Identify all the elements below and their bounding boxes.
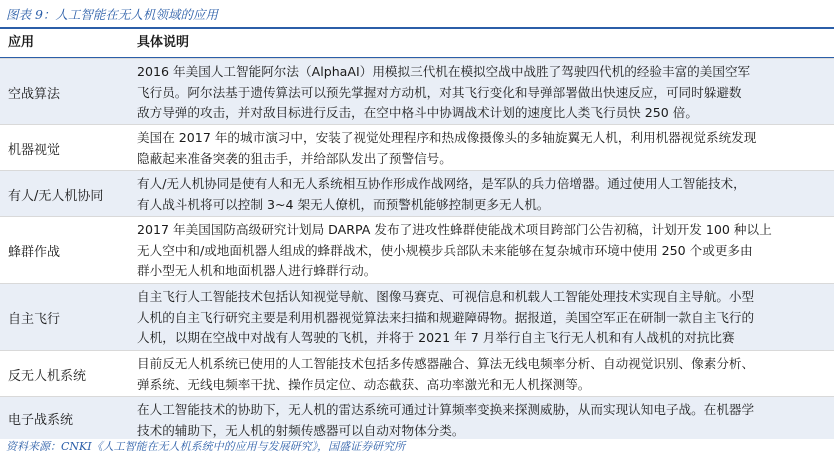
- top-rule: [0, 27, 834, 29]
- description-line: 弹系统、无线电频率干扰、操作员定位、动态截获、高功率激光和无人机探测等。: [137, 376, 591, 392]
- description-line: 隐蔽起来准备突袭的狙击手，并给部队发出了预警信号。: [137, 150, 452, 166]
- row-description: [137, 400, 834, 441]
- table-row: [0, 124, 834, 171]
- row-application: 反无人机系统: [8, 368, 87, 384]
- description-line: 敌方导弹的攻击，并对敌目标进行反击，在空中格斗中协调战术计划的速度比人类飞行员快 250 倍。: [137, 105, 698, 120]
- description-line: 自主飞行人工智能技术包括认知视觉导航、图像马赛克、可视信息和机载人工智能处理技术实现自主导航。小型: [137, 289, 755, 304]
- description-line: 在人工智能技术的协助下，无人机的雷达系统可通过计算频率变换来探测威胁，从而实现认知电子战。在机器学: [137, 402, 755, 417]
- row-description: [137, 62, 834, 124]
- source-note: 资料来源：CNKI《人工智能在无人机系统中的应用与发展研究》，国盛证券研究所: [6, 440, 406, 453]
- description-line: 技术的辅助下，无人机的射频传感器可以自动对物体分类。: [137, 422, 465, 438]
- table-row: [0, 170, 834, 217]
- row-description: [137, 174, 834, 215]
- description-line: 有人/无人机协同是使有人和无人系统相互协作形成作战网络，是军队的兵力倍增器。通过使用人工智能技术，: [137, 176, 746, 191]
- row-description: [137, 220, 834, 282]
- description-line: 人机的自主飞行研究主要是利用机器视觉算法来扫描和规避障碍物。据报道，美国空军正在研制一款自主飞行的: [137, 309, 755, 325]
- table-row: [0, 350, 834, 397]
- table-row: [0, 396, 834, 439]
- table-row: [0, 58, 834, 125]
- row-description: [137, 354, 834, 395]
- description-line: 目前反无人机系统已使用的人工智能技术包括多传感器融合、算法无线电频率分析、自动视觉识别、像素分析、: [137, 356, 755, 371]
- table-row: [0, 216, 834, 284]
- description-line: 群小型无人机和地面机器人进行蜂群行动。: [137, 263, 377, 278]
- row-application: 机器视觉: [8, 142, 61, 158]
- row-description: [137, 128, 834, 169]
- row-application: 蜂群作战: [8, 245, 61, 260]
- header-application: 应用: [8, 35, 35, 50]
- table-caption: 图表 9：人工智能在无人机领域的应用: [6, 7, 218, 22]
- description-line: 2017 年美国国防高级研究计划局 DARPA 发布了进攻性蜂群使能战术项目跨部门公告初稿，计划开发 100 种以上: [137, 222, 772, 237]
- row-application: 空战算法: [8, 86, 61, 102]
- row-description: [137, 287, 834, 349]
- row-application: 有人/无人机协同: [8, 188, 104, 204]
- description-line: 有人战斗机将可以控制 3~4 架无人僚机，而预警机能够控制更多无人机。: [137, 196, 550, 212]
- table-row: [0, 283, 834, 351]
- header-description: 具体说明: [137, 35, 190, 50]
- description-line: 美国在 2017 年的城市演习中，安装了视觉处理程序和热成像摄像头的多轴旋翼无人机，利用机器视觉系统发现: [137, 130, 757, 145]
- row-application: 电子战系统: [8, 412, 74, 428]
- description-line: 人机，以期在空战中对战有人驾驶的飞机，并将于 2021 年 7 月举行自主飞行无人机和有人战机的对抗比赛: [137, 330, 735, 345]
- row-application: 自主飞行: [8, 312, 61, 327]
- description-line: 无人空中和/或地面机器人组成的蜂群战术，使小规模步兵部队未来能够在复杂城市环境中使用 250 个或更多由: [137, 242, 753, 258]
- description-line: 飞行员。阿尔法基于遗传算法可以预先掌握对方动机，对其飞行变化和导弹部署做出快速反应，可同时躲避数: [137, 84, 742, 100]
- description-line: 2016 年美国人工智能阿尔法（AlphaAI）用模拟三代机在模拟空战中战胜了驾驶四代机的经验丰富的美国空军: [137, 64, 751, 79]
